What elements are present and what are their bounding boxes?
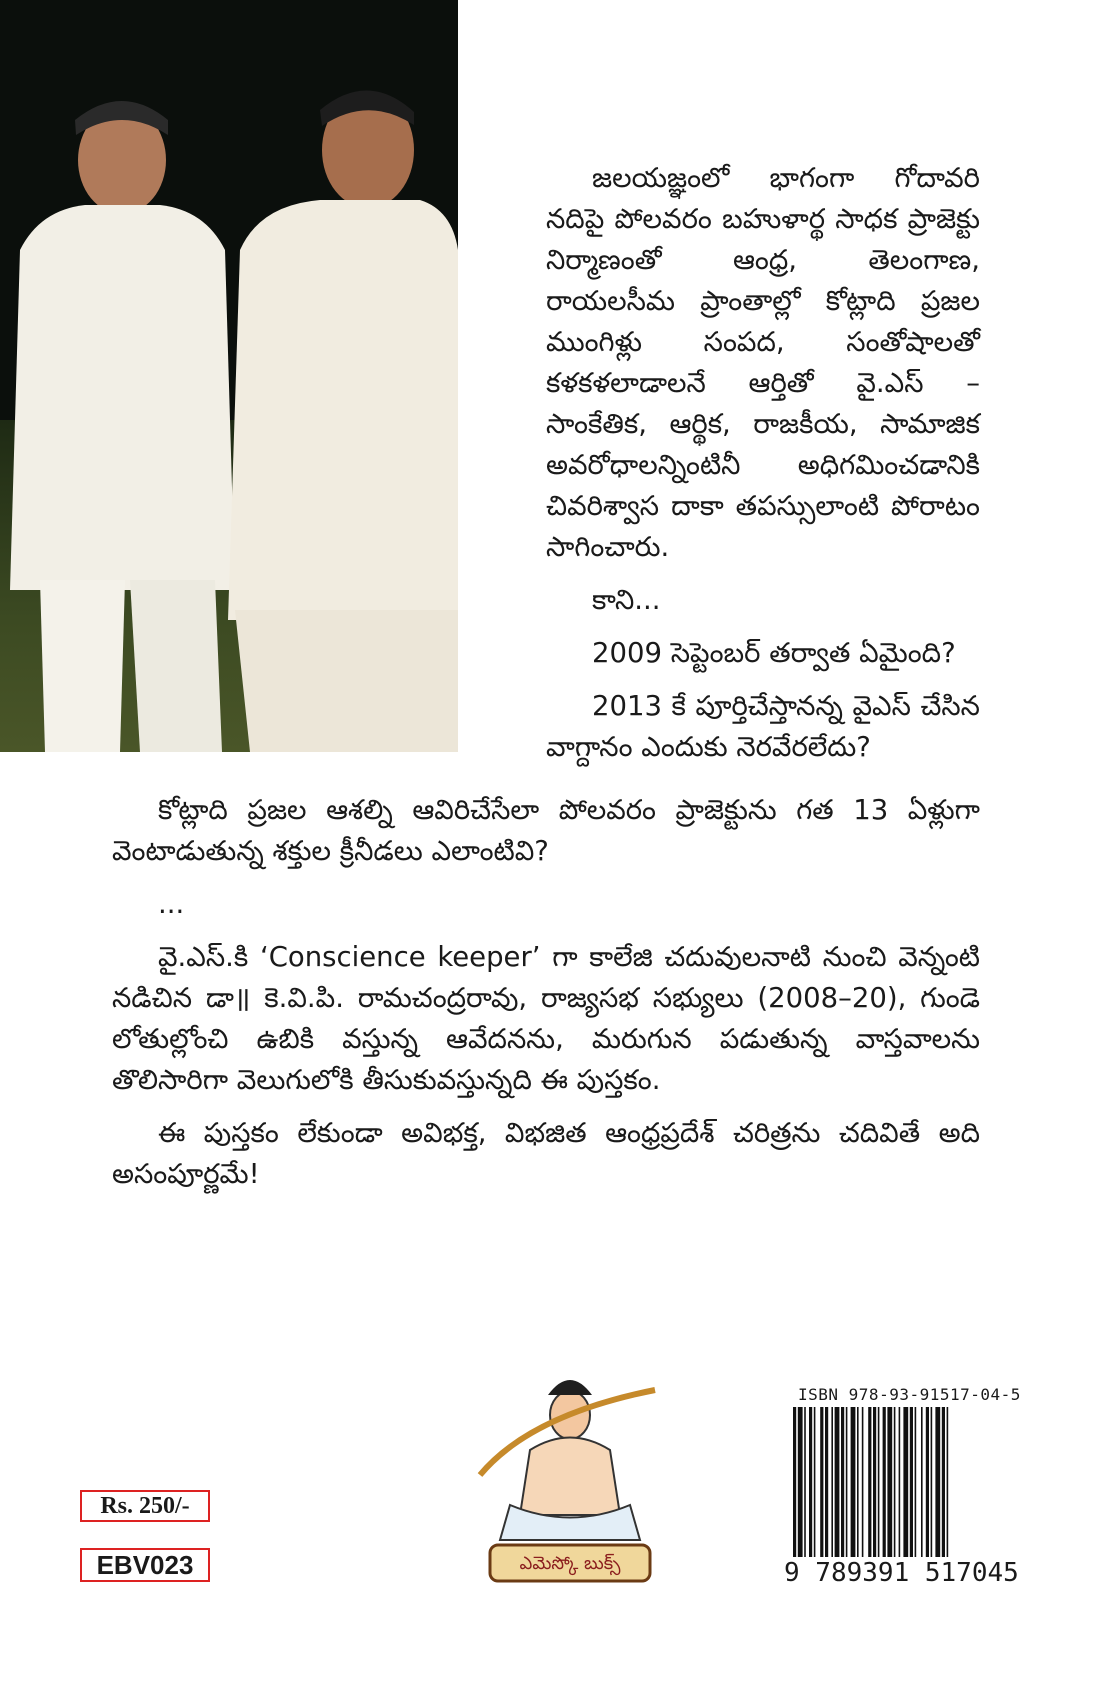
intro-paragraph-3: 2009 సెప్టెంబర్ తర్వాత ఏమైంది? [592,637,956,669]
book-code: EBV023 [80,1548,210,1582]
publisher-name: ఎమెస్కో బుక్స్ [519,1553,621,1574]
intro-paragraph-1: జలయజ్ఞంలో భాగంగా గోదావరి నదిపై పోలవరం బహుళార్థ సాధక ప్రాజెక్టు నిర్మాణంతో ఆంధ్ర, తెలంగాణ, రాయలసీమ ప్రాంతాల్లో కోట్లాది ప్రజల ముంగిళ్లు సంపద, సంతోషాలతో కళకళలాడాలనే ఆర్తితో వై.ఎస్ – సాంకేతిక, ఆర్థిక, రాజకీయ, సామాజిక అవరోధాలన్నింటినీ అధిగమించడానికి చివరిశ్వాస దాకా తపస్సులాంటి పోరాటం సాగించారు. [546,162,980,563]
body-paragraphs [112,790,980,1195]
barcode [785,1385,1030,1585]
intro-paragraphs [546,158,980,768]
cover-photo [0,0,458,752]
intro-paragraph-4: 2013 కే పూర్తిచేస్తానన్న వైఎస్ చేసిన వాగ్దానం ఎందుకు నెరవేరలేదు? [546,690,980,763]
barcode-number: 9 789391 517045 [784,1558,1019,1588]
intro-paragraph-2: కాని... [592,584,661,616]
price-label: Rs. 250/- [80,1490,210,1522]
body-paragraph-3: వై.ఎస్.కి ‘Conscience keeper’ గా కాలేజి చదువులనాటి నుంచి వెన్నంటి నడిచిన డా॥ కె.వి.పి. రామచంద్రరావు, రాజ్యసభ సభ్యులు (2008–20), గుండె లోతుల్లోంచి ఉబికి వస్తున్న ఆవేదనను, మరుగున పడుతున్న వాస్తవాలను తొలిసారిగా వెలుగులోకి తీసుకువస్తున్నది ఈ పుస్తకం. [112,941,980,1096]
body-paragraph-2: ... [158,888,185,920]
publisher-logo [470,1355,670,1585]
body-paragraph-1: కోట్లాది ప్రజల ఆశల్ని ఆవిరిచేసేలా పోలవరం ప్రాజెక్టును గత 13 ఏళ్లుగా వెంటాడుతున్న శక్తుల క్రీనీడలు ఎలాంటివి? [112,794,980,867]
body-paragraph-4: ఈ పుస్తకం లేకుండా అవిభక్త, విభజిత ఆంధ్రప్రదేశ్ చరిత్రను చదివితే అది అసంపూర్ణమే! [112,1117,980,1190]
isbn-text: ISBN 978-93-91517-04-5 [798,1385,1021,1404]
